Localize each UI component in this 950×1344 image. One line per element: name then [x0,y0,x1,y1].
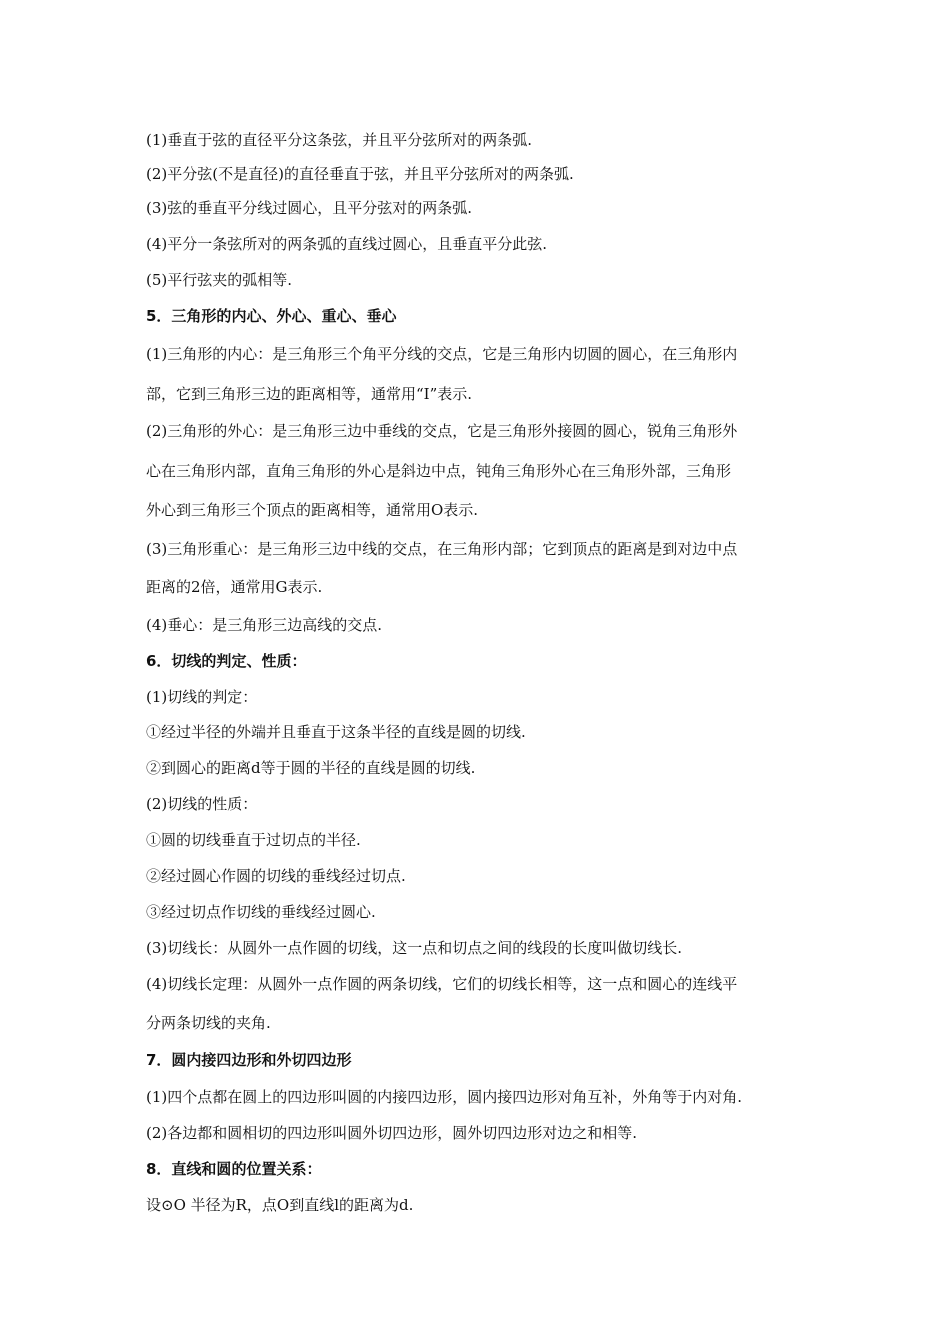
text-line: (2)三角形的外心：是三角形三边中垂线的交点，它是三角形外接圆的圆心，锐角三角形外 [146,422,738,440]
text-line: 设⊙O 半径为R，点O到直线l的距离为d. [146,1196,414,1214]
text-line: (1)四个点都在圆上的四边形叫圆的内接四边形，圆内接四边形对角互补，外角等于内对角. [146,1088,743,1106]
text-line: (2)平分弦(不是直径)的直径垂直于弦，并且平分弦所对的两条弧. [146,165,574,183]
text-line: ③经过切点作切线的垂线经过圆心. [146,903,376,921]
text-line: (2)切线的性质： [146,795,258,813]
text-line: 分两条切线的夹角. [146,1014,271,1032]
text-line: (1)切线的判定： [146,688,258,706]
text-line: ①经过半径的外端并且垂直于这条半径的直线是圆的切线. [146,723,526,741]
text-line: (3)三角形重心：是三角形三边中线的交点，在三角形内部；它到顶点的距离是到对边中点 [146,540,738,558]
section-heading: 6．切线的判定、性质： [146,652,307,670]
text-line: (4)切线长定理：从圆外一点作圆的两条切线，它们的切线长相等，这一点和圆心的连线平 [146,975,738,993]
text-line: (1)三角形的内心：是三角形三个角平分线的交点，它是三角形内切圆的圆心，在三角形内 [146,345,738,363]
text-line: (5)平行弦夹的弧相等. [146,271,293,289]
section-heading: 7．圆内接四边形和外切四边形 [146,1051,352,1069]
text-line: 距离的2倍，通常用G表示. [146,578,323,596]
text-line: ②经过圆心作圆的切线的垂线经过切点. [146,867,406,885]
text-line: (4)垂心：是三角形三边高线的交点. [146,616,383,634]
text-line: (3)切线长：从圆外一点作圆的切线，这一点和切点之间的线段的长度叫做切线长. [146,939,683,957]
text-line: (1)垂直于弦的直径平分这条弦，并且平分弦所对的两条弧. [146,131,533,149]
text-line: 部，它到三角形三边的距离相等，通常用“I”表示. [146,385,473,403]
section-heading: 8．直线和圆的位置关系： [146,1160,322,1178]
text-line: 外心到三角形三个顶点的距离相等，通常用O表示. [146,501,479,519]
text-line: ②到圆心的距离d等于圆的半径的直线是圆的切线. [146,759,476,777]
section-heading: 5．三角形的内心、外心、重心、垂心 [146,307,397,325]
text-line: ①圆的切线垂直于过切点的半径. [146,831,361,849]
text-line: 心在三角形内部，直角三角形的外心是斜边中点，钝角三角形外心在三角形外部，三角形 [146,462,732,480]
text-line: (4)平分一条弦所对的两条弧的直线过圆心，且垂直平分此弦. [146,235,548,253]
text-line: (2)各边都和圆相切的四边形叫圆外切四边形，圆外切四边形对边之和相等. [146,1124,638,1142]
text-line: (3)弦的垂直平分线过圆心，且平分弦对的两条弧. [146,199,473,217]
